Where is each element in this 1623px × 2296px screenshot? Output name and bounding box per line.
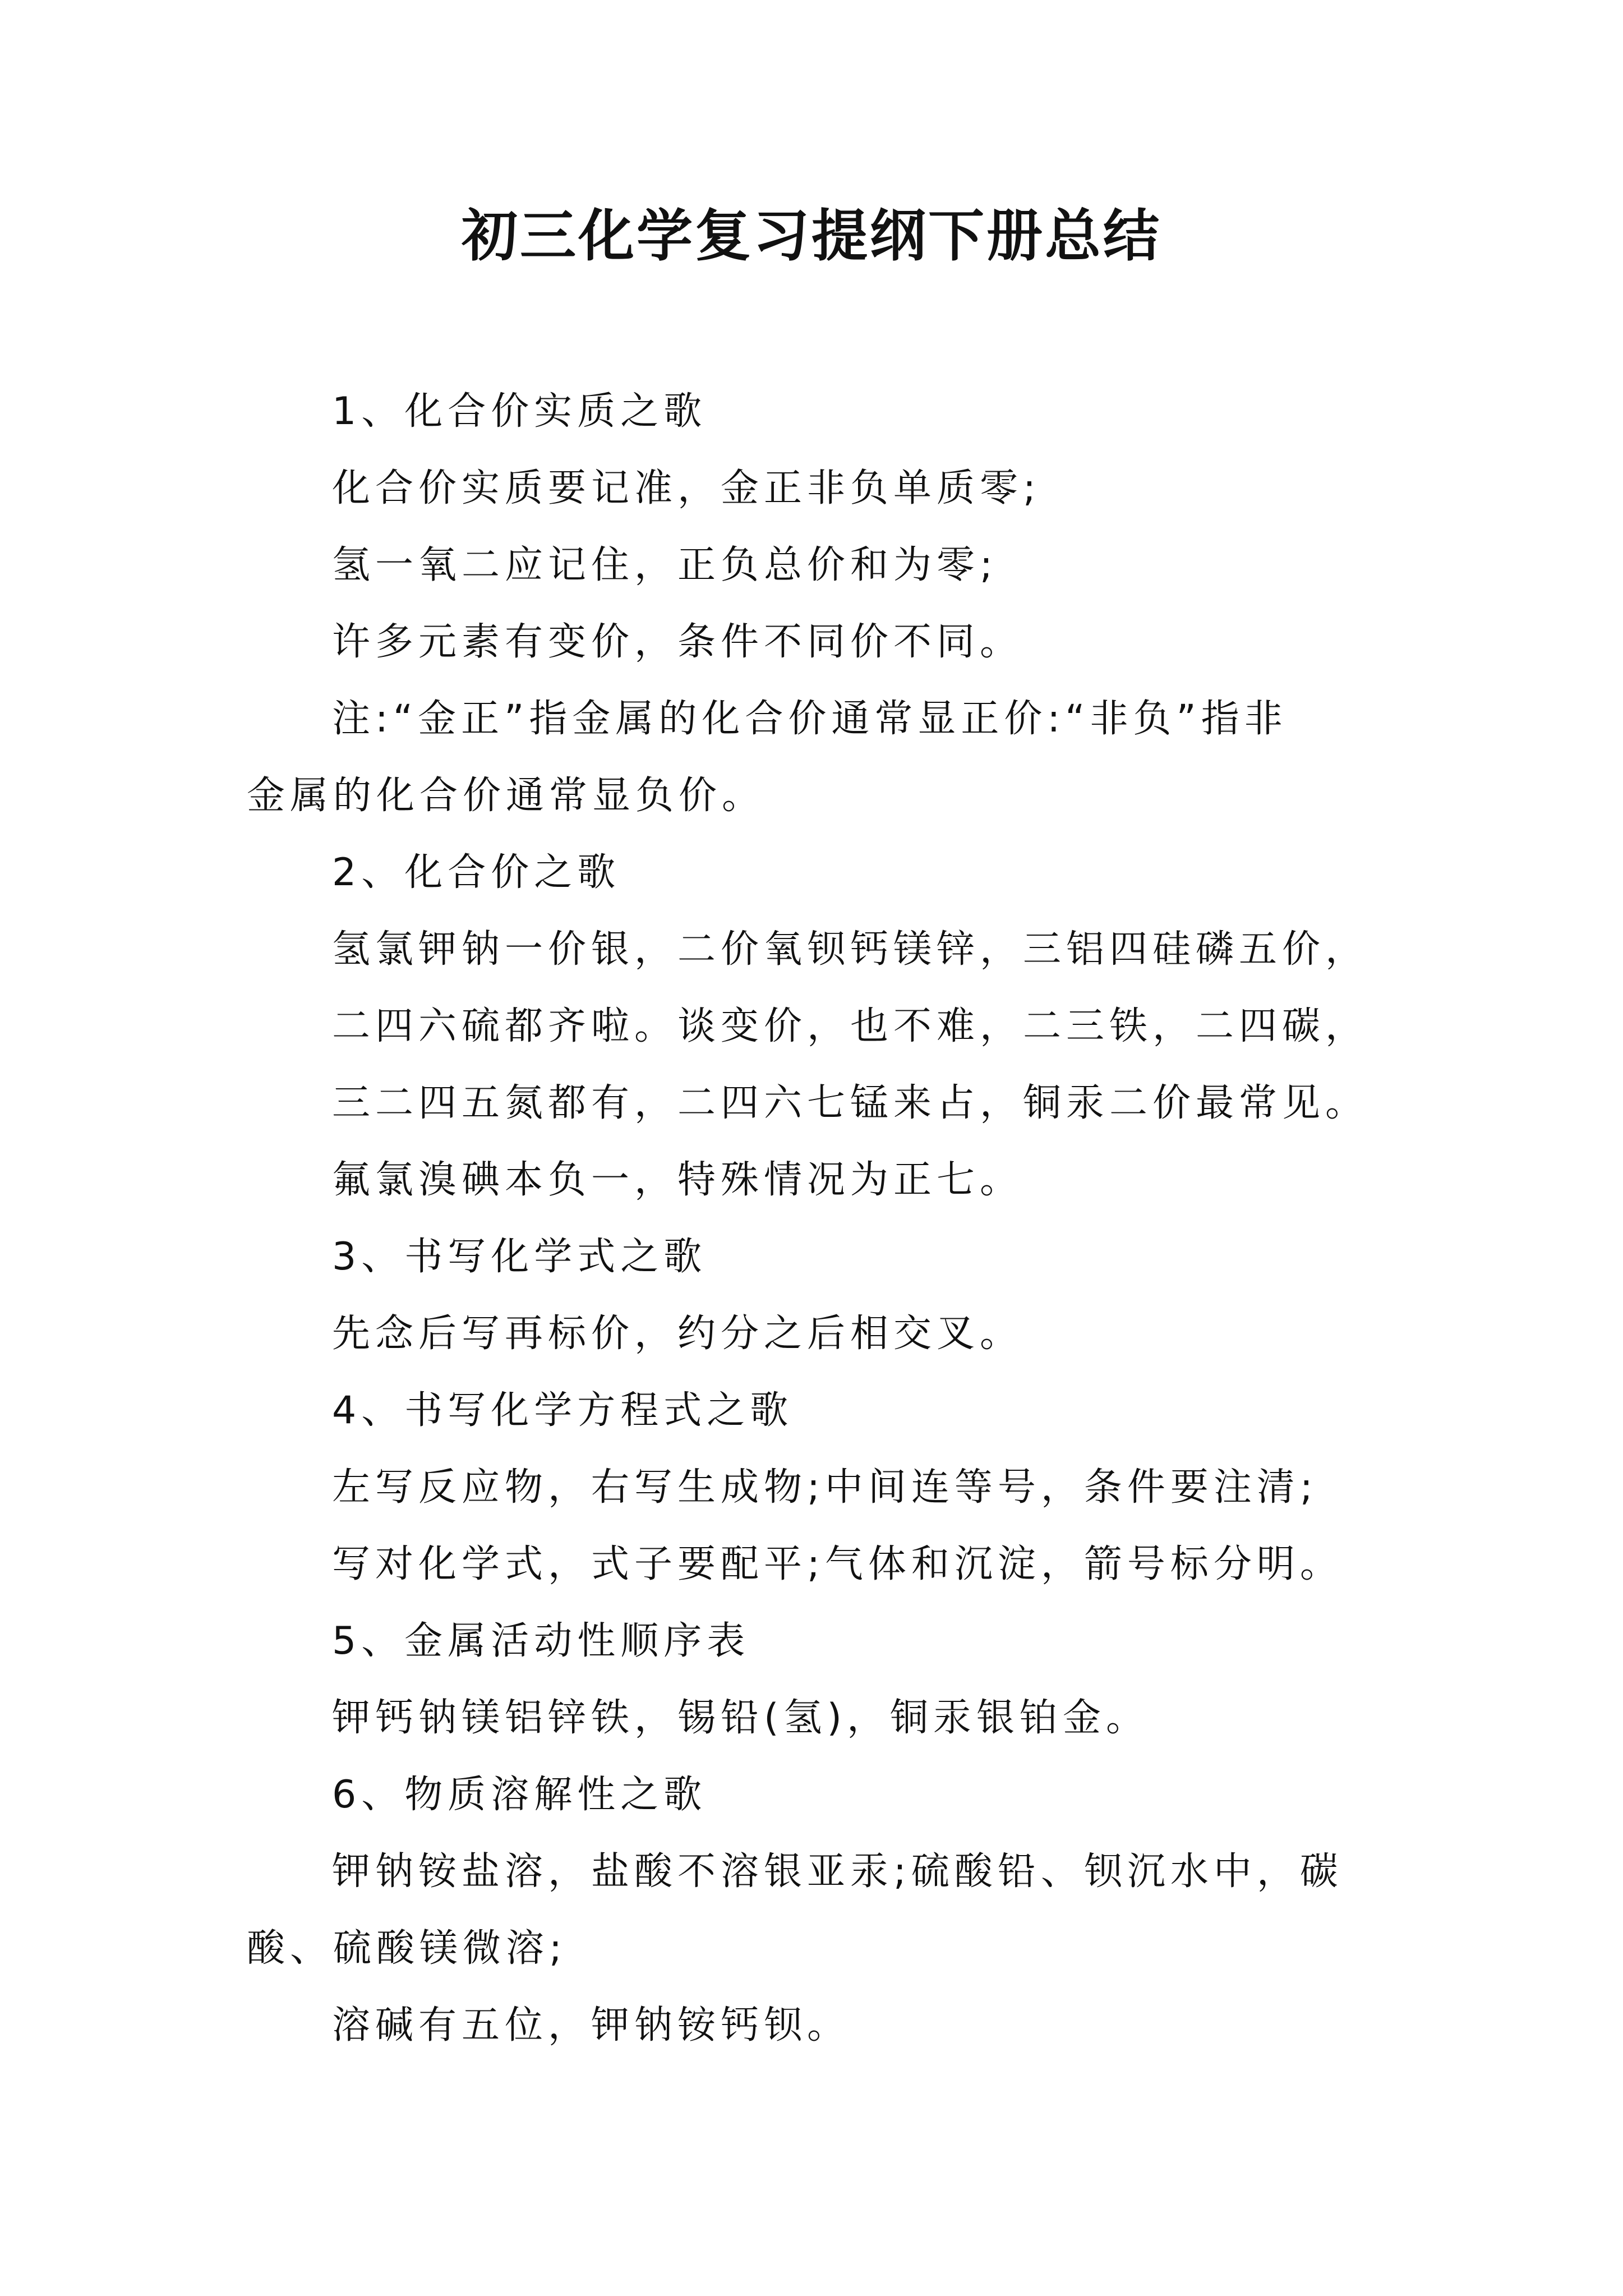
- text-line: 1、化合价实质之歌: [332, 389, 707, 434]
- text-line: 金属的化合价通常显负价。: [247, 774, 766, 818]
- text-line: 3、书写化学式之歌: [332, 1235, 707, 1279]
- text-line: 氢氯钾钠一价银，二价氧钡钙镁锌，三铝四硅磷五价，: [332, 927, 1369, 972]
- text-line: 酸、硫酸镁微溶;: [247, 1926, 567, 1971]
- text-line: 钾钠铵盐溶，盐酸不溶银亚汞;硫酸铅、钡沉水中，碳: [332, 1849, 1343, 1894]
- document-body: [247, 373, 1380, 2064]
- text-line: 写对化学式，式子要配平;气体和沉淀，箭号标分明。: [332, 1542, 1343, 1586]
- text-line: 氢一氧二应记住，正负总价和为零;: [332, 543, 998, 587]
- text-line: 左写反应物，右写生成物;中间连等号，条件要注清;: [332, 1465, 1318, 1510]
- text-line: 4、书写化学方程式之歌: [332, 1388, 794, 1433]
- text-line: 先念后写再标价，约分之后相交叉。: [332, 1312, 1023, 1356]
- text-line: 三二四五氮都有，二四六七锰来占，铜汞二价最常见。: [332, 1081, 1369, 1125]
- text-line: 注:“金正”指金属的化合价通常显正价:“非负”指非: [332, 697, 1288, 741]
- text-line: 6、物质溶解性之歌: [332, 1773, 707, 1817]
- text-line: 二四六硫都齐啦。谈变价，也不难，二三铁，二四碳，: [332, 1004, 1369, 1048]
- text-line: 5、金属活动性顺序表: [332, 1619, 750, 1663]
- text-line: 许多元素有变价，条件不同价不同。: [332, 620, 1023, 664]
- document-title: 初三化学复习提纲下册总结: [462, 203, 1161, 269]
- text-line: 溶碱有五位，钾钠铵钙钡。: [332, 2003, 851, 2047]
- text-line: 化合价实质要记准，金正非负单质零;: [332, 466, 1041, 510]
- text-line: 钾钙钠镁铝锌铁，锡铅(氢)，铜汞银铂金。: [332, 1696, 1150, 1740]
- text-line: 氟氯溴碘本负一，特殊情况为正七。: [332, 1158, 1023, 1202]
- text-line: 2、化合价之歌: [332, 850, 621, 895]
